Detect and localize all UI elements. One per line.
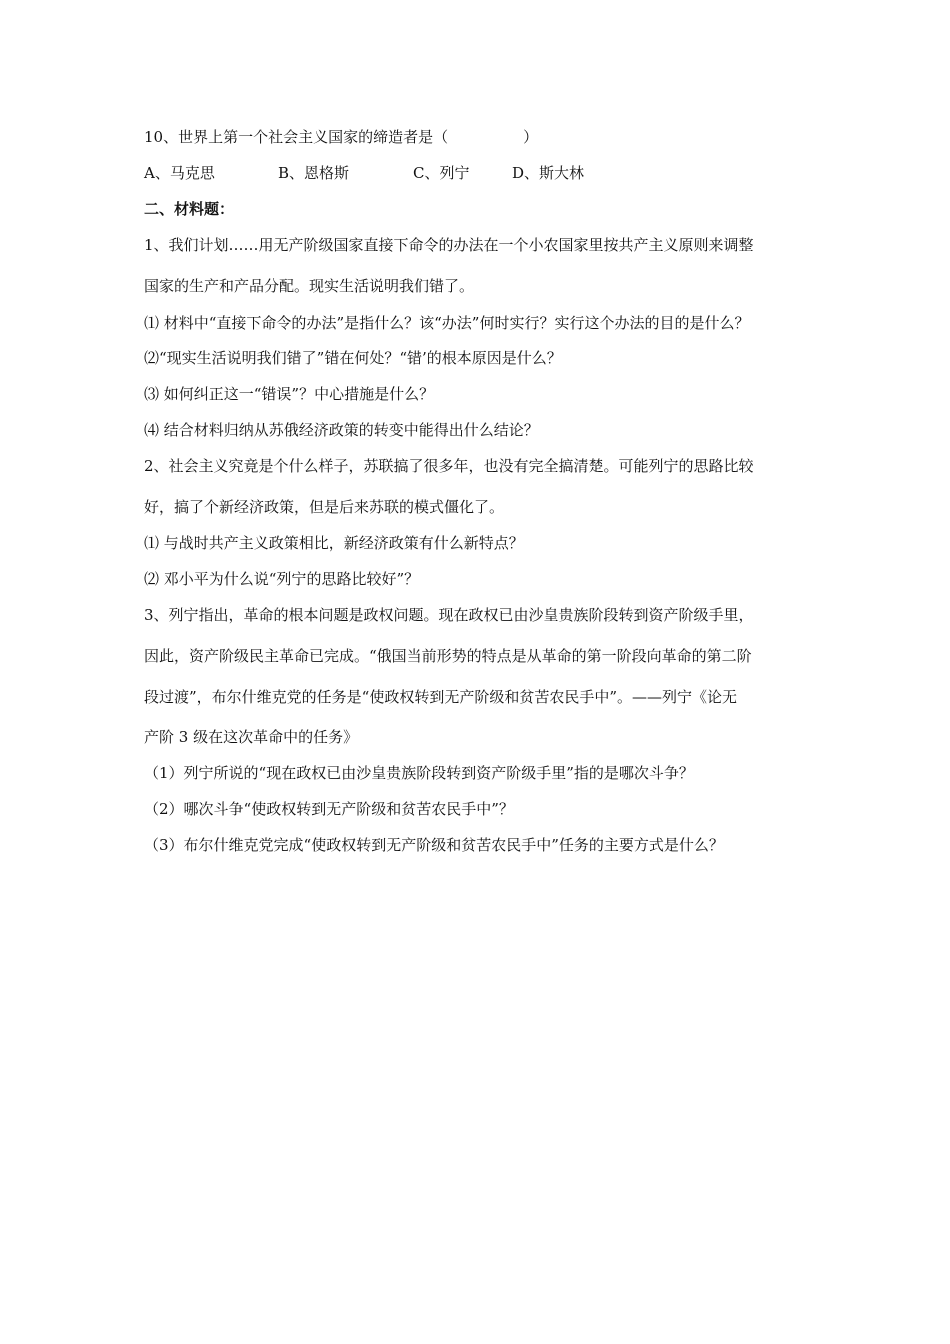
material-2-question-1: ⑴ 与战时共产主义政策相比，新经济政策有什么新特点？ xyxy=(144,534,524,552)
material-3-line-3: 段过渡”，布尔什维克党的任务是“使政权转到无产阶级和贫苦农民手中”。——列宁《论无 xyxy=(144,688,738,706)
material-3-question-2: （2）哪次斗争“使政权转到无产阶级和贫苦农民手中”？ xyxy=(144,800,514,818)
material-3-line-1: 3、列宁指出，革命的根本问题是政权问题。现在政权已由沙皇贵族阶段转到资产阶级手里， xyxy=(144,606,754,624)
material-1-question-1: ⑴ 材料中“直接下命令的办法”是指什么？该“办法”何时实行？实行这个办法的目的是什么？ xyxy=(144,314,750,332)
option-a: A、马克思 xyxy=(144,164,215,182)
material-1-question-2: ⑵“现实生活说明我们错了”错在何处？“错’的根本原因是什么？ xyxy=(144,349,562,367)
material-1-line-2: 国家的生产和产品分配。现实生活说明我们错了。 xyxy=(144,277,475,295)
option-c: C、列宁 xyxy=(413,164,470,182)
material-2-question-2: ⑵ 邓小平为什么说“列宁的思路比较好”？ xyxy=(144,570,420,588)
material-1-question-4: ⑷ 结合材料归纳从苏俄经济政策的转变中能得出什么结论？ xyxy=(144,421,539,439)
option-d: D、斯大林 xyxy=(512,164,585,182)
material-3-question-1: （1）列宁所说的“现在政权已由沙皇贵族阶段转到资产阶级手里”指的是哪次斗争？ xyxy=(144,764,694,782)
section-heading: 二、材料题： xyxy=(144,200,235,218)
material-3-question-3: （3）布尔什维克党完成“使政权转到无产阶级和贫苦农民手中”任务的主要方式是什么？ xyxy=(144,836,724,854)
material-2-line-2: 好，搞了个新经济政策，但是后来苏联的模式僵化了。 xyxy=(144,498,505,516)
question-10: 10、世界上第一个社会主义国家的缔造者是（ ） xyxy=(144,128,539,146)
material-1-question-3: ⑶ 如何纠正这一“错误”？中心措施是什么？ xyxy=(144,385,435,403)
material-3-line-2: 因此，资产阶级民主革命已完成。“俄国当前形势的特点是从革命的第一阶段向革命的第二阶 xyxy=(144,647,752,665)
material-2-line-1: 2、社会主义究竟是个什么样子，苏联搞了很多年，也没有完全搞清楚。可能列宁的思路比较 xyxy=(144,457,754,475)
material-3-line-4: 产阶 3 级在这次革命中的任务》 xyxy=(144,728,359,746)
material-1-line-1: 1、我们计划……用无产阶级国家直接下命令的办法在一个小农国家里按共产主义原则来调整 xyxy=(144,236,754,254)
option-b: B、恩格斯 xyxy=(278,164,350,182)
